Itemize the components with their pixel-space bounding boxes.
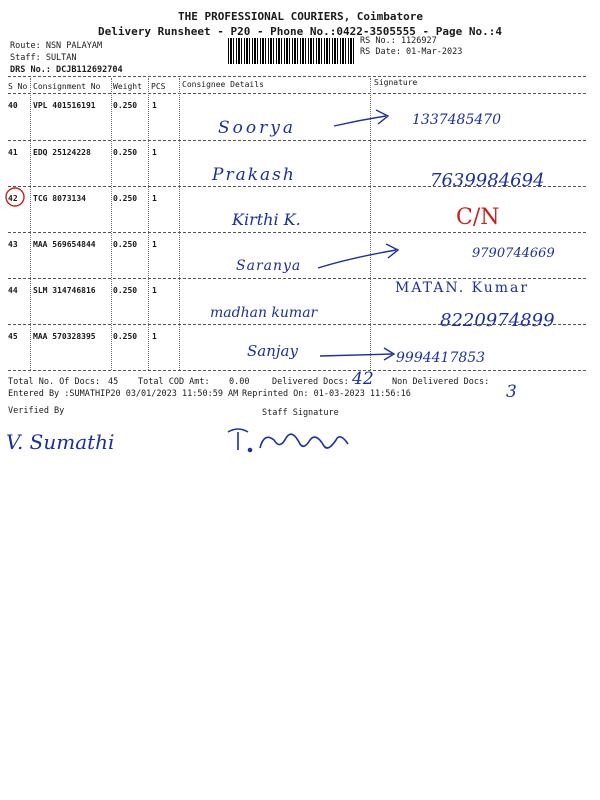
non-delivered-value: 3 [506, 382, 517, 402]
column-header-pcs: PCS [151, 82, 166, 91]
consignee-handwritten: Saranya [236, 258, 302, 274]
row-weight: 0.250 [113, 332, 138, 341]
row-weight: 0.250 [113, 240, 138, 249]
row-consignment: MAA 570328395 [33, 332, 96, 341]
cod-value: 0.00 [229, 377, 250, 387]
staff-signature-scribble [220, 410, 360, 460]
signature-handwritten: 7639984694 [430, 170, 545, 191]
cod-label: Total COD Amt: [138, 377, 210, 387]
row-sno: 42 [8, 194, 18, 203]
column-header-consignment: Consignment No [33, 82, 101, 91]
row-pcs: 1 [152, 286, 157, 295]
delivered-value: 42 [352, 369, 374, 389]
row-sno: 44 [8, 286, 18, 295]
arrow-icon [320, 354, 392, 356]
staff-label: Staff: SULTAN [10, 53, 77, 63]
row-pcs: 1 [152, 148, 157, 157]
delivered-label: Delivered Docs: [272, 377, 349, 387]
row-consignment: MAA 569654844 [33, 240, 96, 249]
total-docs-label: Total No. Of Docs: [8, 377, 101, 387]
row-weight: 0.250 [113, 148, 138, 157]
consignee-handwritten: madhan kumar [210, 305, 318, 321]
reprinted-on: Reprinted On: 01-03-2023 11:56:16 [242, 389, 411, 399]
circle-mark-icon [6, 188, 24, 206]
staff-signature-label: Staff Signature [262, 408, 339, 418]
row-sno: 45 [8, 332, 18, 341]
route-label: Route: NSN PALAYAM [10, 41, 103, 51]
verifier-signature: V. Sumathi [6, 430, 115, 454]
consignee-handwritten: Prakash [212, 165, 296, 185]
row-sno: 40 [8, 101, 18, 110]
row-pcs: 1 [152, 101, 157, 110]
row-sno: 41 [8, 148, 18, 157]
row-weight: 0.250 [113, 101, 138, 110]
signature-handwritten: 8220974899 [440, 310, 555, 331]
consignee-handwritten: Soorya [218, 118, 296, 138]
non-delivered-label: Non Delivered Docs: [392, 377, 490, 387]
row-pcs: 1 [152, 240, 157, 249]
column-header-signature: Signature [374, 78, 418, 87]
row-consignment: SLM 314746816 [33, 286, 96, 295]
column-header-consignee: Consignee Details [182, 80, 264, 89]
drs-number: DRS No.: DCJB112692704 [10, 65, 123, 75]
column-header-sno: S No [8, 82, 28, 91]
total-docs-value: 45 [108, 377, 119, 387]
entered-by: Entered By :SUMATHIP20 03/01/2023 11:50:59 AM [8, 389, 239, 399]
verified-by-label: Verified By [8, 406, 65, 416]
row-consignment: EDQ 25124228 [33, 148, 91, 157]
signature-handwritten: C/N [456, 205, 500, 230]
signature-handwritten: 1337485470 [412, 112, 502, 128]
rs-number: RS No.: 1126927 [360, 36, 437, 46]
row-weight: 0.250 [113, 194, 138, 203]
row-pcs: 1 [152, 194, 157, 203]
arrow-icon [318, 250, 396, 268]
row-consignment: VPL 401516191 [33, 101, 96, 110]
consignee-handwritten: Sanjay [247, 342, 298, 360]
rs-date: RS Date: 01-Mar-2023 [360, 47, 463, 57]
consignee-handwritten: Kirthi K. [232, 210, 301, 229]
signature-handwritten: 9790744669 [472, 246, 555, 261]
company-name: THE PROFESSIONAL COURIERS, Coimbatore [178, 10, 424, 23]
arrow-icon [334, 116, 386, 126]
row-consignment: TCG 8073134 [33, 194, 86, 203]
row-pcs: 1 [152, 332, 157, 341]
row-sno: 43 [8, 240, 18, 249]
row-weight: 0.250 [113, 286, 138, 295]
signature-name-handwritten: MATAN. Kumar [395, 280, 530, 296]
runsheet-title: Delivery Runsheet - P20 - Phone No.:0422-3505555 - Page No.:4 [98, 25, 502, 38]
signature-handwritten: 9994417853 [396, 350, 486, 366]
column-header-weight: Weight [113, 82, 142, 91]
